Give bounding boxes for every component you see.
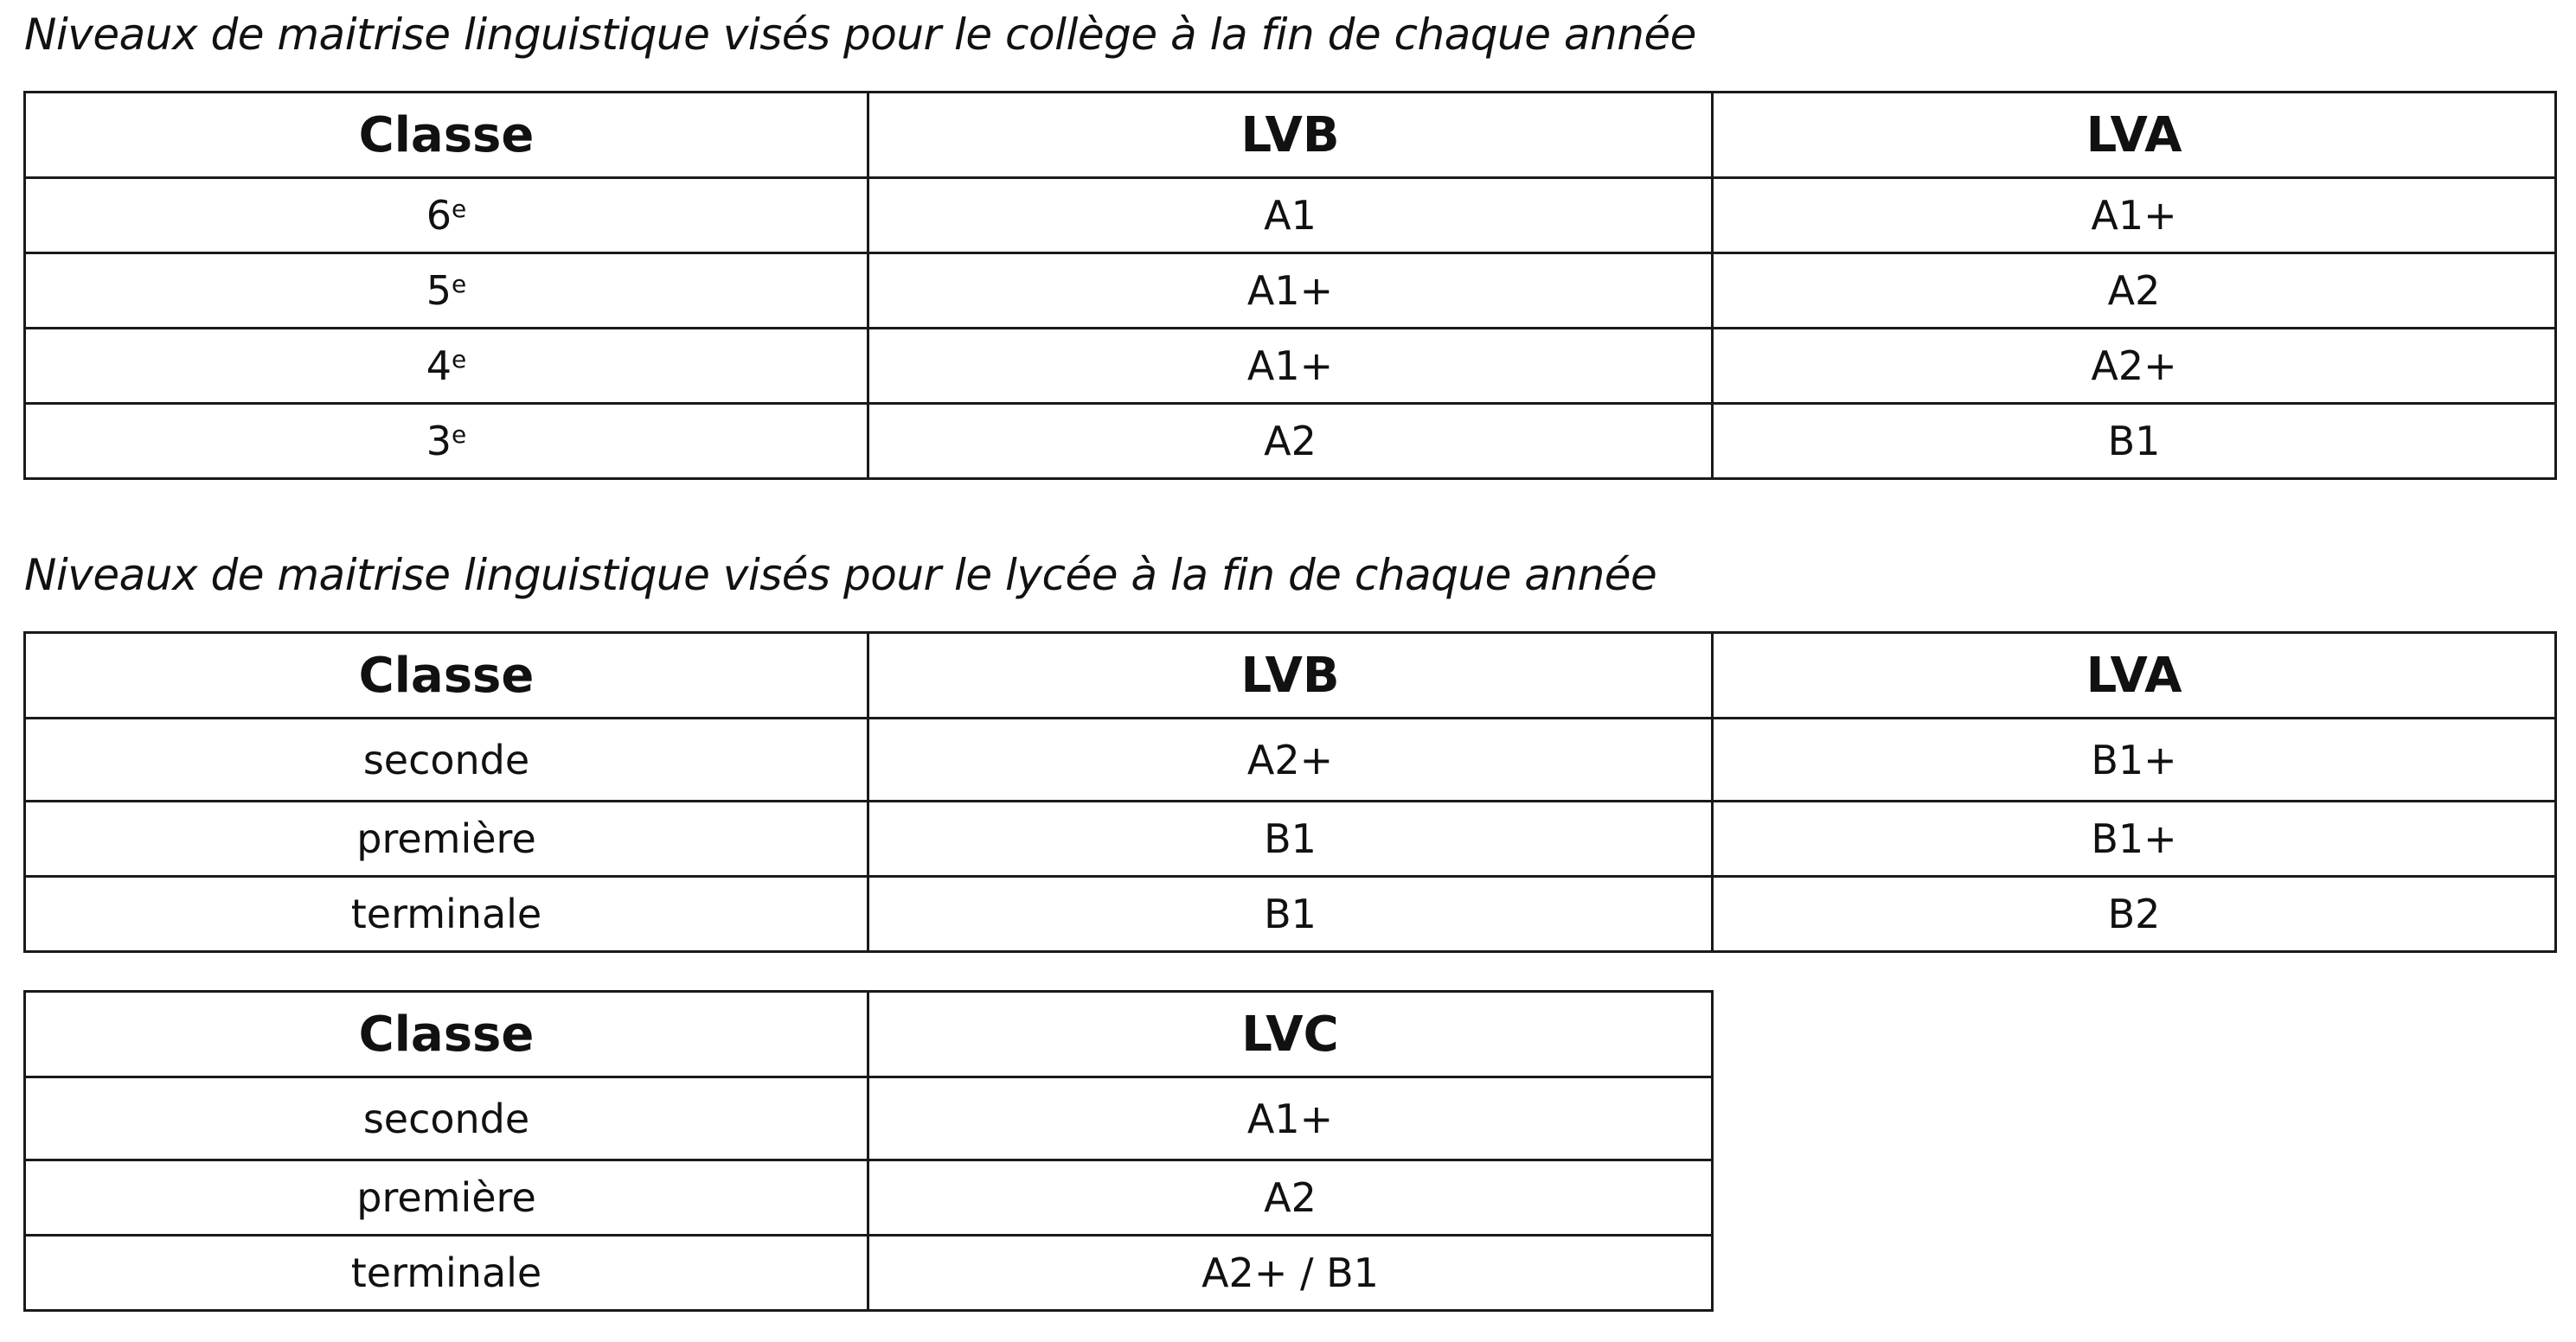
lycee-levels-table (23, 631, 2557, 953)
cell-lvb: A2 (868, 404, 1713, 479)
header-lvb: LVB (868, 633, 1713, 719)
header-lva: LVA (1713, 93, 2556, 178)
cell-lva: A1+ (1713, 178, 2556, 253)
cell-classe: première (25, 1160, 868, 1236)
table-row (25, 802, 2556, 877)
lvc-levels-table (23, 990, 1714, 1312)
cell-classe: seconde (25, 1077, 868, 1160)
cell-classe: terminale (25, 1236, 868, 1311)
table-row (25, 329, 2556, 404)
cell-lvb: A1 (868, 178, 1713, 253)
table-row (25, 1236, 1713, 1311)
cell-classe: terminale (25, 877, 868, 952)
cell-lvb: B1 (868, 802, 1713, 877)
table-header-row (25, 992, 1713, 1077)
table-row (25, 719, 2556, 802)
cell-classe: 4e (25, 329, 868, 404)
cell-lva: B2 (1713, 877, 2556, 952)
cell-lvc: A1+ (868, 1077, 1713, 1160)
cell-classe: 3e (25, 404, 868, 479)
table-row (25, 178, 2556, 253)
college-caption: Niveaux de maitrise linguistique visés pour le collège à la fin de chaque année (24, 10, 1696, 60)
cell-lva: B1 (1713, 404, 2556, 479)
header-classe: Classe (25, 633, 868, 719)
table-row (25, 1077, 1713, 1160)
cell-lvb: A1+ (868, 253, 1713, 329)
header-lvc: LVC (868, 992, 1713, 1077)
header-classe: Classe (25, 992, 868, 1077)
header-lvb: LVB (868, 93, 1713, 178)
table-header-row (25, 633, 2556, 719)
cell-lvc: A2+ / B1 (868, 1236, 1713, 1311)
table-row (25, 877, 2556, 952)
cell-classe: 5e (25, 253, 868, 329)
cell-classe: 6e (25, 178, 868, 253)
lycee-caption: Niveaux de maitrise linguistique visés pour le lycée à la fin de chaque année (24, 550, 1657, 600)
cell-lva: B1+ (1713, 719, 2556, 802)
table-row (25, 1160, 1713, 1236)
header-classe: Classe (25, 93, 868, 178)
table-row (25, 404, 2556, 479)
table-row (25, 253, 2556, 329)
cell-lva: A2+ (1713, 329, 2556, 404)
college-levels-table (23, 91, 2557, 480)
cell-classe: seconde (25, 719, 868, 802)
cell-lvb: B1 (868, 877, 1713, 952)
cell-lvb: A1+ (868, 329, 1713, 404)
cell-classe: première (25, 802, 868, 877)
table-header-row (25, 93, 2556, 178)
cell-lvb: A2+ (868, 719, 1713, 802)
cell-lva: B1+ (1713, 802, 2556, 877)
cell-lva: A2 (1713, 253, 2556, 329)
header-lva: LVA (1713, 633, 2556, 719)
cell-lvc: A2 (868, 1160, 1713, 1236)
